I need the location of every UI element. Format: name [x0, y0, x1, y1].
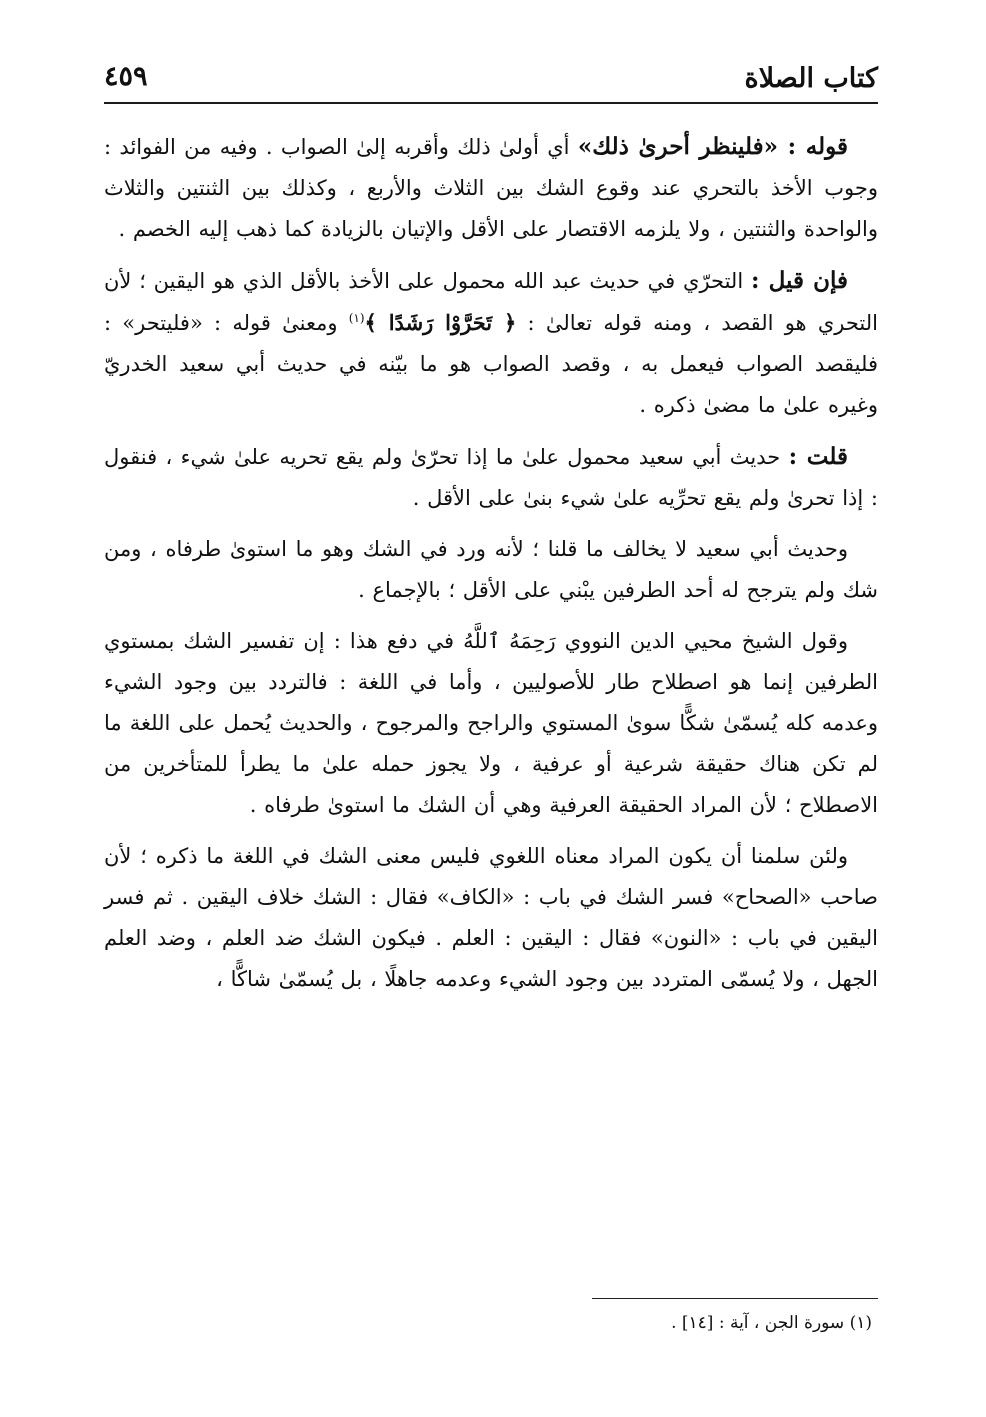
header-rule [104, 102, 878, 104]
footnote: (١) سورة الجن ، آية : [١٤] . [671, 1313, 872, 1333]
paragraph-1-text: أي أولىٰ ذلك وأقربه إلىٰ الصواب . وفيه من الفوائد : وجوب الأخذ بالتحري عند وقوع الشك بين الثلاث والأربع ، وكذلك بين الثنتين والثلاث والواحدة والثنتين ، ولا يلزمه الاقتصار على الأقل والإتيان بالزيادة كما ذهب إليه الخصم . [104, 135, 878, 241]
paragraph-4-text: وحديث أبي سعيد لا يخالف ما قلنا ؛ لأنه ورد في الشك وهو ما استوىٰ طرفاه ، ومن شك ولم يترجح له أحد الطرفين يبْني على الأقل ؛ بالإجماع . [104, 537, 878, 602]
page-header [104, 56, 878, 104]
paragraph-2-text-b: ومعنىٰ قوله : «فليتحر» : فليقصد الصواب فيعمل به ، وقصد الصواب هو ما بيّنه في حديث أبي سعيد الخدريّ وغيره علىٰ ما مضىٰ ذكره . [104, 311, 878, 417]
paragraph-2 [104, 260, 878, 426]
main-text [104, 126, 878, 1010]
page-number: ٤٥٩ [104, 61, 148, 92]
footnote-separator [592, 1298, 878, 1299]
paragraph-2-lead: فإن قيل : [750, 267, 848, 294]
quran-verse: ﴿ تَحَرَّوْا رَشَدًا ﴾ [364, 310, 517, 335]
footnote-reference: (١) [348, 311, 365, 325]
paragraph-3-lead: قلت : [788, 443, 848, 470]
paragraph-6-text: ولئن سلمنا أن يكون المراد معناه اللغوي فليس معنى الشك في اللغة ما ذكره ؛ لأن صاحب «الصحاح» فسر الشك في باب : «الكاف» فقال : الشك خلاف اليقين . ثم فسر اليقين في باب : «النون» فقال : اليقين : العلم . فيكون الشك ضد العلم ، وضد العلم الجهل ، ولا يُسمّى المتردد بين وجود الشيء وعدمه جاهلًا ، بل يُسمّىٰ شاكًّا ، [104, 844, 878, 991]
paragraph-1-lead: قوله : «فلينظر أحرىٰ ذلك» [577, 133, 849, 160]
paragraph-4 [104, 529, 878, 611]
paragraph-3-text: حديث أبي سعيد محمول علىٰ ما إذا تحرّىٰ ولم يقع تحريه علىٰ شيء ، فنقول : إذا تحرىٰ ولم يقع تحرِّيه علىٰ شيء بنىٰ على الأقل . [104, 445, 878, 510]
paragraph-6 [104, 836, 878, 1000]
paragraph-1 [104, 126, 878, 250]
paragraph-2-text-a: التحرّي في حديث عبد الله محمول على الأخذ بالأقل الذي هو اليقين ؛ لأن التحري هو القصد ، ومنه قوله تعالىٰ : [104, 269, 878, 335]
paragraph-3 [104, 436, 878, 519]
running-title: كتاب الصلاة [744, 63, 878, 94]
paragraph-5 [104, 621, 878, 826]
paragraph-5-text: وقول الشيخ محيي الدين النووي رَحِمَهُ ٱللَّهُ في دفع هذا : إن تفسير الشك بمستوي الطرفين إنما هو اصطلاح طار للأصوليين ، وأما في اللغة : فالتردد بين وجود الشيء وعدمه كله يُسمّىٰ شكًّا سوىٰ المستوي والراجح والمرجوح ، والحديث يُحمل على اللغة ما لم تكن هناك حقيقة شرعية أو عرفية ، ولا يجوز حمله علىٰ ما يطرأ للمتأخرين من الاصطلاح ؛ لأن المراد الحقيقة العرفية وهي أن الشك ما استوىٰ طرفاه . [104, 629, 878, 817]
